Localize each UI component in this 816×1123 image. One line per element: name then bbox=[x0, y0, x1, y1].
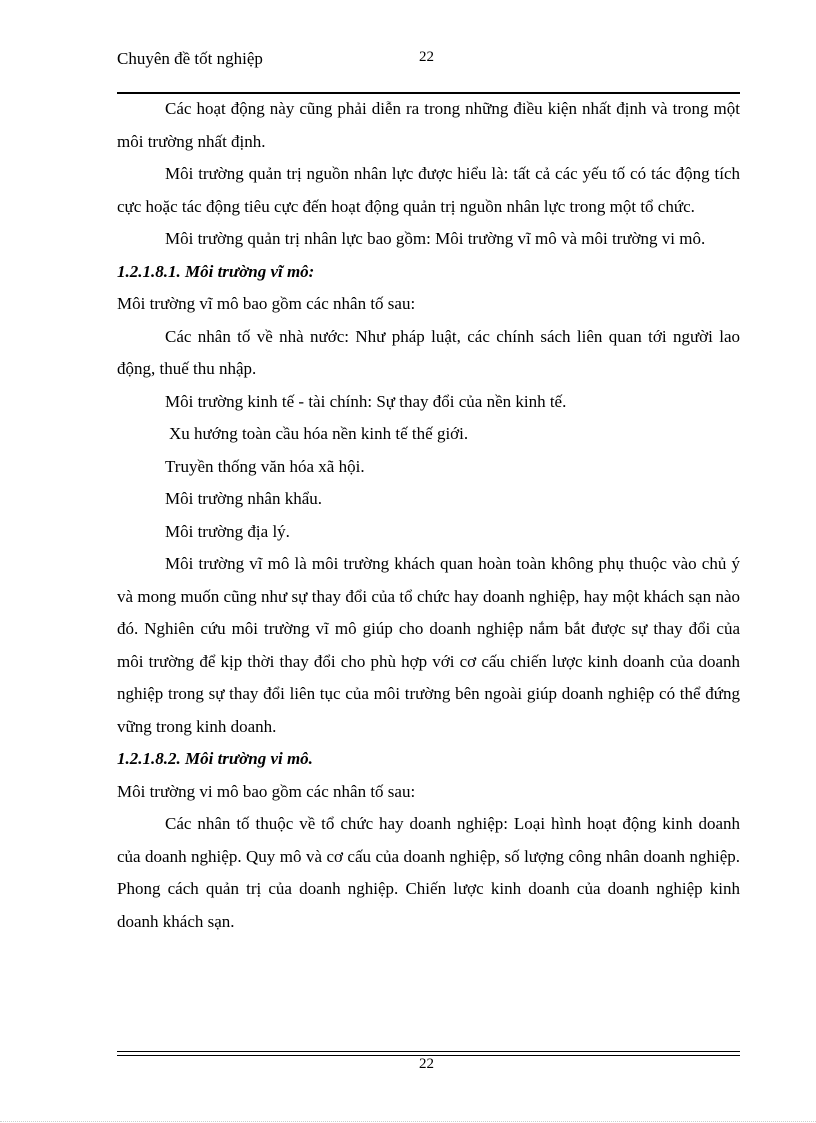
list-item: Xu hướng toàn cầu hóa nền kinh tế thế giới. bbox=[169, 424, 469, 443]
paragraph: Các nhân tố về nhà nước: Như pháp luật, các chính sách liên quan tới người lao động, thuế thu nhập. bbox=[117, 326, 740, 378]
paragraph: Môi trường quản trị nguồn nhân lực được hiểu là: tất cả các yếu tố có tác động tích cực hoặc tác động tiêu cực đến hoạt động quản trị nguồn nhân lực trong một tổ chức. bbox=[117, 164, 740, 216]
paragraph: Môi trường vĩ mô là môi trường khách quan hoàn toàn không phụ thuộc vào chủ ý và mong muốn cũng như sự thay đổi của tổ chức hay doanh nghiệp, hay một khách sạn nào đó. Nghiên cứu môi trường vĩ mô giúp cho doanh nghiệp nắm bắt được sự thay đổi của môi trường để kịp thời thay đổi cho phù hợp với cơ cấu chiến lược kinh doanh của doanh nghiệp trong sự thay đổi liên tục của môi trường bên ngoài giúp doanh nghiệp có thể đứng vững trong kinh doanh. bbox=[117, 554, 740, 736]
header-page-number: 22 bbox=[419, 49, 434, 65]
page-edge-dotted-line bbox=[0, 1121, 816, 1122]
list-item: Môi trường địa lý. bbox=[165, 521, 290, 541]
footer-page-number: 22 bbox=[419, 1056, 434, 1072]
section-heading-micro: 1.2.1.8.2. Môi trường vi mô. bbox=[117, 749, 313, 768]
paragraph: Các nhân tố thuộc về tổ chức hay doanh nghiệp: Loại hình hoạt động kinh doanh của doanh nghiệp. Quy mô và cơ cấu của doanh nghiệp, số lượng công nhân doanh nghiệp. Phong cách quản trị của doanh nghiệp. Chiến lược kinh doanh của doanh nghiệp kinh doanh khách sạn. bbox=[117, 814, 740, 931]
paragraph: Môi trường vi mô bao gồm các nhân tố sau: bbox=[117, 781, 416, 801]
list-item: Môi trường kinh tế - tài chính: Sự thay đổi của nền kinh tế. bbox=[165, 391, 567, 411]
header-title: Chuyên đề tốt nghiệp bbox=[117, 49, 263, 68]
section-heading-macro: 1.2.1.8.1. Môi trường vĩ mô: bbox=[117, 261, 315, 281]
document-body bbox=[117, 93, 740, 938]
paragraph: Môi trường quản trị nhân lực bao gồm: Môi trường vĩ mô và môi trường vi mô. bbox=[165, 229, 706, 248]
list-item: Truyền thống văn hóa xã hội. bbox=[165, 456, 365, 476]
paragraph: Môi trường vĩ mô bao gồm các nhân tố sau: bbox=[117, 294, 416, 313]
footer-rule bbox=[117, 1051, 740, 1052]
list-item: Môi trường nhân khẩu. bbox=[165, 489, 323, 508]
paragraph: Các hoạt động này cũng phải diễn ra trong những điều kiện nhất định và trong một môi trường nhất định. bbox=[117, 99, 740, 151]
